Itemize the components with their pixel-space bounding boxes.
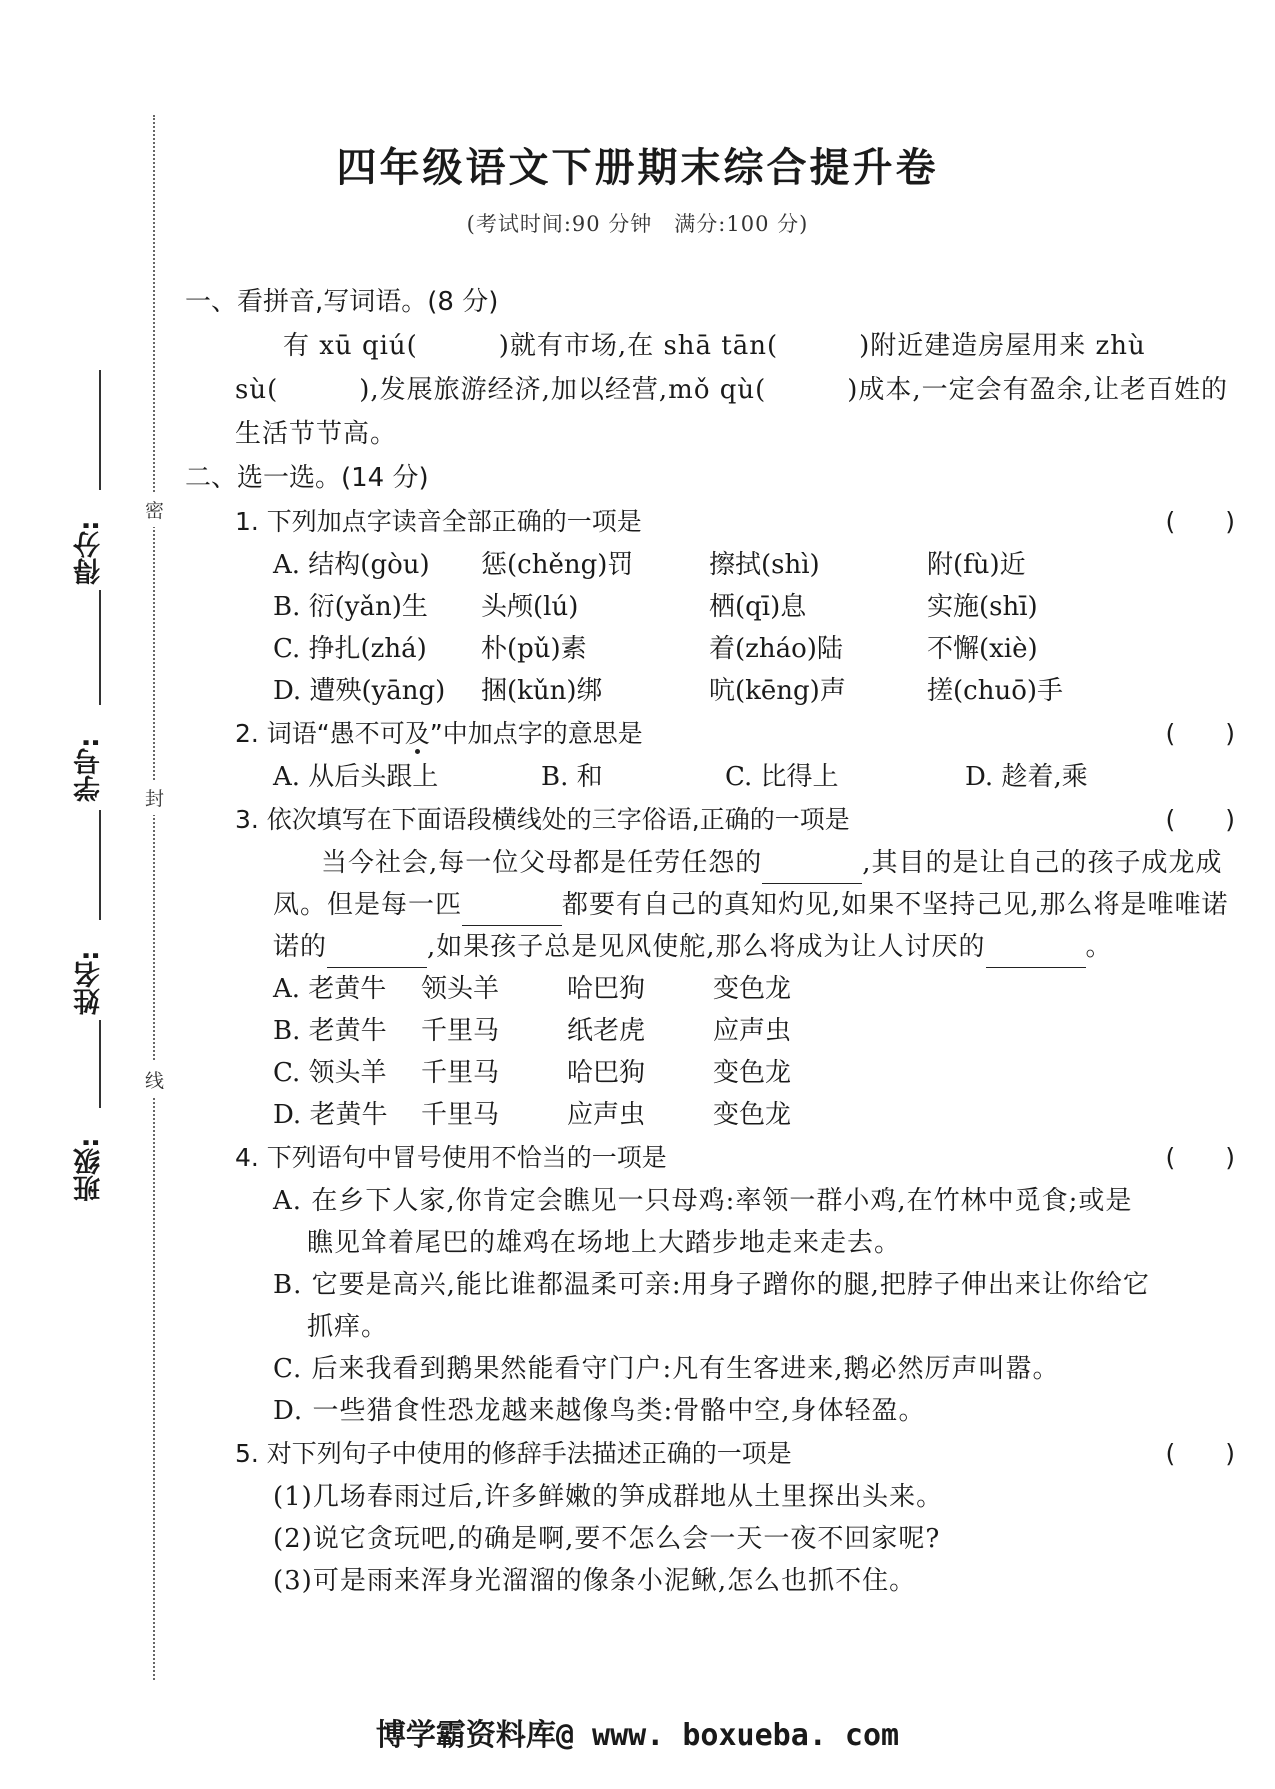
q3-b-3: 纸老虎 <box>567 1016 646 1046</box>
q3-blank-3[interactable] <box>327 937 427 968</box>
q1-d-3: 吭(kēng)声 <box>709 676 846 706</box>
q4-option-d: D. 一些猎食性恐龙越来越像鸟类:骨骼中空,身体轻盈。 <box>273 1396 926 1426</box>
q1-b-2: 头颅(lú) <box>481 592 579 622</box>
q1-stem <box>185 500 1235 544</box>
q3-d-1: D. 老黄牛 <box>273 1100 388 1130</box>
section1-paragraph: 有 xū qiú( )就有市场,在 shā tān( )附近建造房屋用来 zhù sù( ),发展旅游经济,加以经营,mǒ qù( )成本,一定会有盈余,让老百姓的生活节节高。 <box>235 331 1228 449</box>
q4-a-line2: 瞧见耸着尾巴的雄鸡在场地上大踏步地走来走去。 <box>307 1228 902 1258</box>
q3-passage-3: 都要有自己的真知灼见,如果不坚持己见,那么将是唯唯诺诺的 <box>273 890 1229 962</box>
q2-option-a: A. 从后头跟上 <box>273 762 439 792</box>
q1-b-1: B. 衍(yǎn)生 <box>273 592 428 622</box>
q4-option-c: C. 后来我看到鹅果然能看守门户:凡有生客进来,鹅必然厉声叫嚣。 <box>273 1354 1060 1384</box>
q2-option-c: C. 比得上 <box>725 762 839 792</box>
q4-option-b <box>185 1264 1235 1348</box>
q4-answer-paren[interactable]: ( ) <box>1165 1143 1235 1172</box>
name-label: 姓名: <box>74 950 105 1015</box>
binding-char-xian: 线 <box>145 1062 164 1097</box>
q3-option-b <box>185 1010 1235 1052</box>
binding-dotted-line <box>153 115 155 1680</box>
page-title: 四年级语文下册期末综合提升卷 <box>336 145 939 191</box>
binding-char-feng: 封 <box>145 780 164 815</box>
q4-a-line1: 在乡下人家,你肯定会瞧见一只母鸡:率领一群小鸡,在竹林中觅食;或是 <box>311 1186 1133 1216</box>
binding-char-mi: 密 <box>145 492 164 527</box>
q1-b-3: 栖(qī)息 <box>709 592 807 622</box>
q3-blank-4[interactable] <box>986 937 1086 968</box>
q3-option-c <box>185 1052 1235 1094</box>
q5-answer-paren[interactable]: ( ) <box>1165 1439 1235 1468</box>
q3-stem <box>185 798 1235 842</box>
q3-d-4: 变色龙 <box>713 1100 792 1130</box>
q1-option-c <box>185 628 1235 670</box>
q1-option-b <box>185 586 1235 628</box>
q4-b-line2: 抓痒。 <box>307 1312 389 1342</box>
q1-stem-text: 1. 下列加点字读音全部正确的一项是 <box>235 507 642 536</box>
q2-stem-a: 2. 词语“愚不可 <box>235 719 405 748</box>
q1-d-2: 捆(kǔn)绑 <box>481 676 603 706</box>
section1-heading: 一、看拼音,写词语。(8 分) <box>185 287 499 317</box>
q4-a-label: A. <box>273 1186 312 1216</box>
q3-answer-paren[interactable]: ( ) <box>1165 805 1235 834</box>
q3-passage-4: ,如果孩子总是见风使舵,那么将成为让人讨厌的 <box>427 932 986 962</box>
q3-option-d <box>185 1094 1235 1136</box>
q4-stem-text: 4. 下列语句中冒号使用不恰当的一项是 <box>235 1143 667 1172</box>
q1-a-1: A. 结构(gòu) <box>273 550 430 580</box>
q1-b-4: 实施(shī) <box>927 592 1038 622</box>
name-line[interactable] <box>99 810 101 920</box>
q1-answer-paren[interactable]: ( ) <box>1165 507 1235 536</box>
q5-sentence-1: (1)几场春雨过后,许多鲜嫩的笋成群地从土里探出头来。 <box>273 1482 944 1512</box>
q2-options <box>185 756 1235 798</box>
q1-a-4: 附(fù)近 <box>927 550 1026 580</box>
q5-stem-text: 5. 对下列句子中使用的修辞手法描述正确的一项是 <box>235 1439 792 1468</box>
q1-d-1: D. 遭殃(yāng) <box>273 676 446 706</box>
q1-c-1: C. 挣扎(zhá) <box>273 634 427 664</box>
q3-c-3: 哈巴狗 <box>567 1058 646 1088</box>
q1-option-d <box>185 670 1235 712</box>
q2-dotted-char: 及 <box>404 719 430 748</box>
q4-b-line1: 它要是高兴,能比谁都温柔可亲:用身子蹭你的腿,把脖子伸出来让你给它 <box>311 1270 1150 1300</box>
exam-info: (考试时间:90 分钟 满分:100 分) <box>466 212 809 236</box>
q3-c-4: 变色龙 <box>713 1058 792 1088</box>
q3-d-2: 千里马 <box>421 1100 500 1130</box>
q1-c-2: 朴(pǔ)素 <box>481 634 587 664</box>
q3-option-a <box>185 968 1235 1010</box>
footer-watermark: 博学霸资料库@ www. boxueba. com <box>375 1718 900 1753</box>
q1-a-2: 惩(chěng)罚 <box>481 550 634 580</box>
q3-passage-2: ,其目的是让自己的孩子成龙成凤。但是每一匹 <box>273 848 1223 920</box>
q5-sentence-2: (2)说它贪玩吧,的确是啊,要不怎么会一天一夜不回家呢? <box>273 1524 941 1554</box>
q4-b-label: B. <box>273 1270 312 1300</box>
q3-stem-text: 3. 依次填写在下面语段横线处的三字俗语,正确的一项是 <box>235 805 850 834</box>
q3-blank-2[interactable] <box>462 895 562 926</box>
q2-answer-paren[interactable]: ( ) <box>1165 719 1235 748</box>
q3-blank-1[interactable] <box>762 853 862 884</box>
score-line[interactable] <box>99 370 101 490</box>
class-label: 班级: <box>74 1137 105 1202</box>
q1-option-a <box>185 544 1235 586</box>
q5-stem <box>185 1432 1235 1476</box>
exam-content <box>185 280 1235 1602</box>
q3-b-1: B. 老黄牛 <box>273 1016 387 1046</box>
q3-c-2: 千里马 <box>421 1058 500 1088</box>
q1-d-4: 搓(chuō)手 <box>927 676 1063 706</box>
q1-c-3: 着(zháo)陆 <box>709 634 843 664</box>
section2-heading: 二、选一选。(14 分) <box>185 463 429 493</box>
q3-d-3: 应声虫 <box>567 1100 646 1130</box>
q4-option-a <box>185 1180 1235 1264</box>
q3-b-4: 应声虫 <box>713 1016 792 1046</box>
score-label: 得分: <box>74 520 105 585</box>
q2-option-d: D. 趁着,乘 <box>965 762 1088 792</box>
student-id-label: 学号: <box>74 737 105 802</box>
q3-passage-5: 。 <box>1085 932 1113 962</box>
class-line[interactable] <box>99 1020 101 1108</box>
q3-a-1: A. 老黄牛 <box>273 974 387 1004</box>
student-id-line[interactable] <box>99 590 101 705</box>
q2-stem-b: ”中加点字的意思是 <box>429 719 643 748</box>
q1-a-3: 擦拭(shì) <box>709 550 820 580</box>
q3-b-2: 千里马 <box>421 1016 500 1046</box>
q1-c-4: 不懈(xiè) <box>927 634 1038 664</box>
q4-stem <box>185 1136 1235 1180</box>
q2-option-b: B. 和 <box>541 762 603 792</box>
q3-a-2: 领头羊 <box>421 974 500 1004</box>
q3-passage-1: 当今社会,每一位父母都是任劳任怨的 <box>321 848 763 878</box>
q3-a-3: 哈巴狗 <box>567 974 646 1004</box>
q3-c-1: C. 领头羊 <box>273 1058 387 1088</box>
q5-sentence-3: (3)可是雨来浑身光溜溜的像条小泥鳅,怎么也抓不住。 <box>273 1566 917 1596</box>
q3-a-4: 变色龙 <box>713 974 792 1004</box>
q2-stem <box>185 712 1235 756</box>
q3-passage <box>185 842 1235 968</box>
